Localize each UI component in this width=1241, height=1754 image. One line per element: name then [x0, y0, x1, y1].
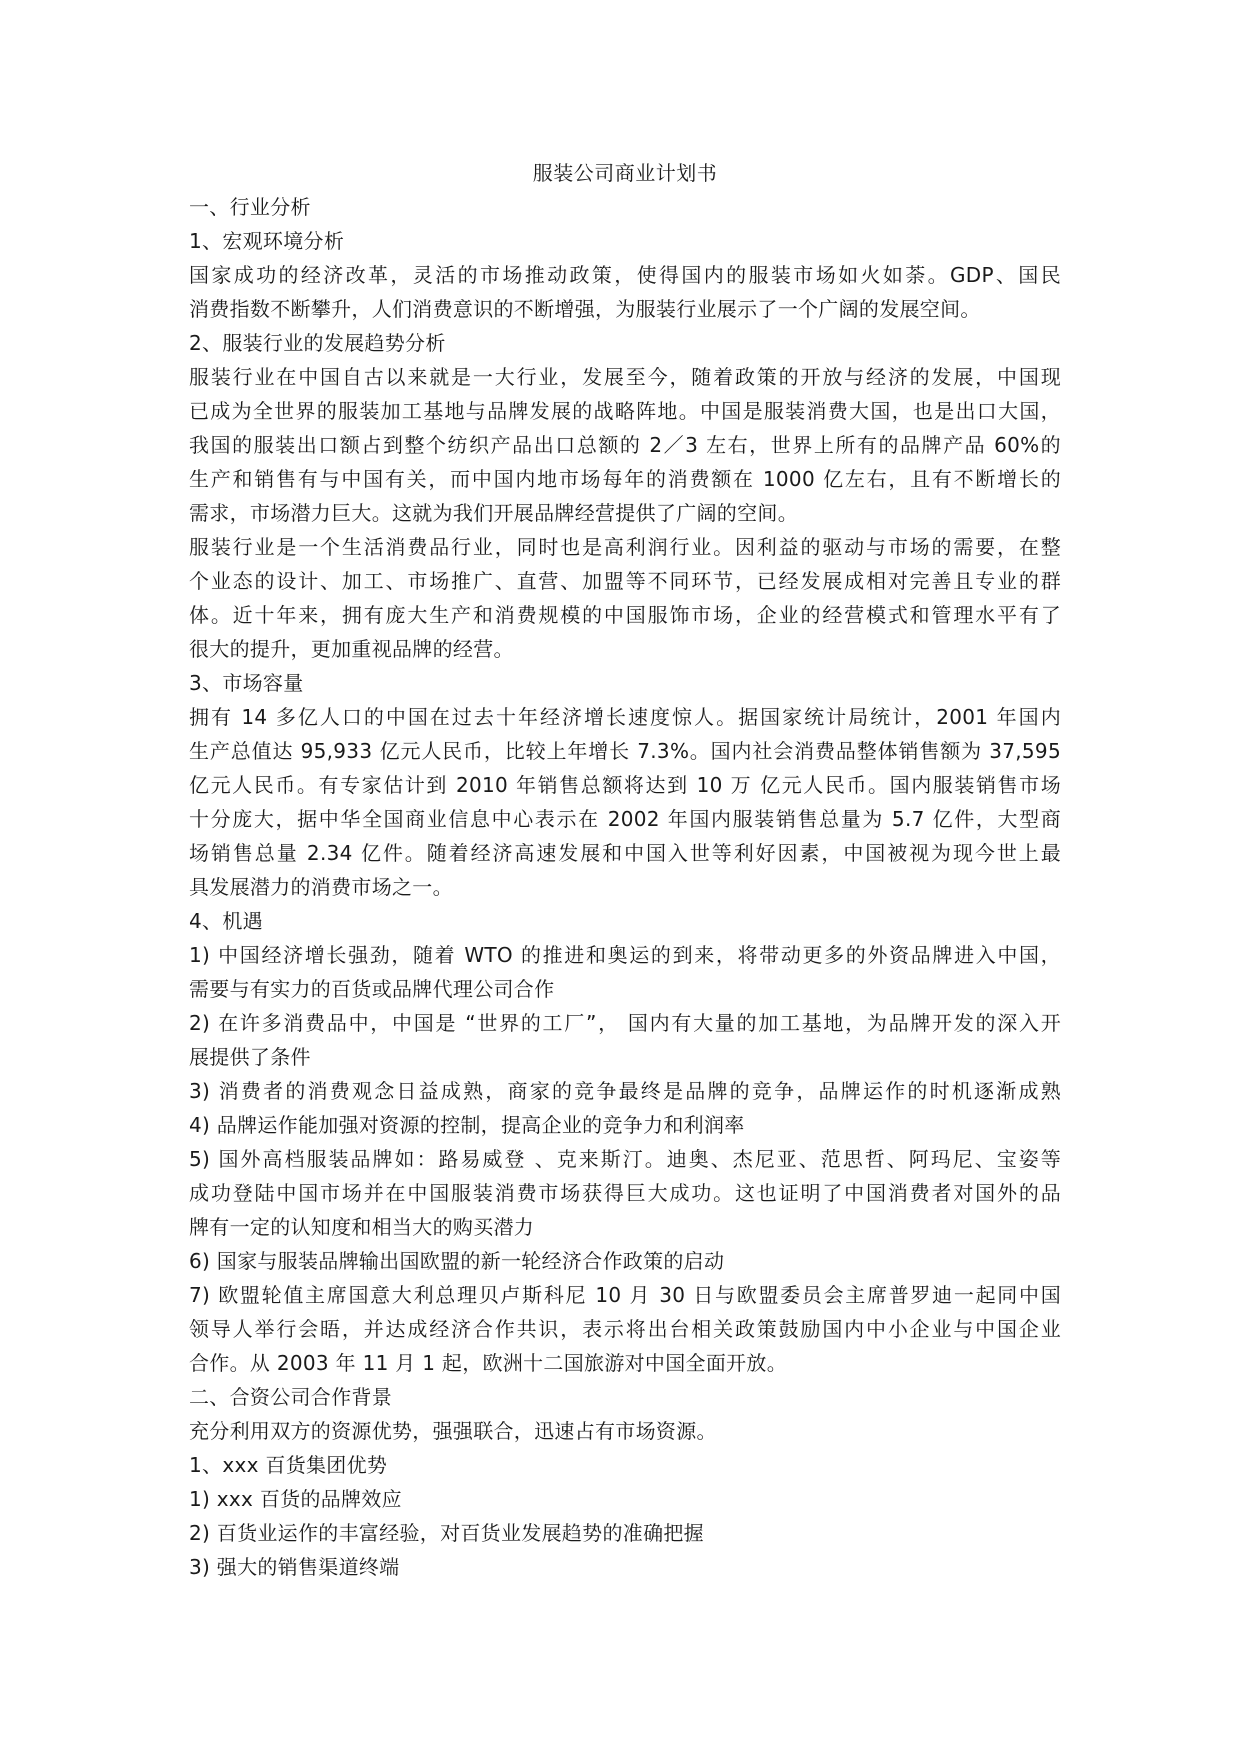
text-line: 1、宏观环境分析: [189, 229, 345, 253]
text-line: 3) 消费者的消费观念日益成熟，商家的竞争最终是品牌的竞争，品牌运作的时机逐渐成熟: [189, 1079, 1061, 1103]
document-title: 服装公司商业计划书: [532, 161, 718, 185]
text-line: 1) xxx 百货的品牌效应: [189, 1487, 402, 1511]
text-line: 2、服装行业的发展趋势分析: [189, 331, 446, 355]
text-line: 亿元人民币。有专家估计到 2010 年销售总额将达到 10 万 亿元人民币。国内服装销售市场: [189, 773, 1061, 797]
text-line: 场销售总量 2.34 亿件。随着经济高速发展和中国入世等利好因素，中国被视为现今世上最: [189, 841, 1061, 865]
text-line: 消费指数不断攀升，人们消费意识的不断增强，为服装行业展示了一个广阔的发展空间。: [189, 297, 981, 321]
text-line: 牌有一定的认知度和相当大的购买潜力: [189, 1215, 535, 1239]
text-line: 7) 欧盟轮值主席国意大利总理贝卢斯科尼 10 月 30 日与欧盟委员会主席普罗迪一起同中国: [189, 1283, 1061, 1307]
text-line: 2) 百货业运作的丰富经验，对百货业发展趋势的准确把握: [189, 1521, 704, 1545]
text-line: 具发展潜力的消费市场之一。: [189, 875, 453, 899]
text-line: 4) 品牌运作能加强对资源的控制，提高企业的竞争力和利润率: [189, 1113, 745, 1137]
text-line: 3) 强大的销售渠道终端: [189, 1555, 400, 1579]
text-line: 已成为全世界的服装加工基地与品牌发展的战略阵地。中国是服装消费大国，也是出口大国，: [189, 399, 1061, 423]
text-line: 充分利用双方的资源优势，强强联合，迅速占有市场资源。: [189, 1419, 717, 1443]
text-line: 1、xxx 百货集团优势: [189, 1453, 388, 1477]
text-line: 体。近十年来，拥有庞大生产和消费规模的中国服饰市场，企业的经营模式和管理水平有了: [189, 603, 1061, 627]
text-line: 生产和销售有与中国有关，而中国内地市场每年的消费额在 1000 亿左右，且有不断增长的: [189, 467, 1061, 491]
text-line: 成功登陆中国市场并在中国服装消费市场获得巨大成功。这也证明了中国消费者对国外的品: [189, 1181, 1061, 1205]
text-line: 4、机遇: [189, 909, 263, 933]
text-line: 很大的提升，更加重视品牌的经营。: [189, 637, 514, 661]
text-line: 1) 中国经济增长强劲，随着 WTO 的推进和奥运的到来，将带动更多的外资品牌进入中国，: [189, 943, 1061, 967]
text-line: 国家成功的经济改革，灵活的市场推动政策，使得国内的服装市场如火如荼。GDP、国民: [189, 263, 1061, 287]
text-line: 拥有 14 多亿人口的中国在过去十年经济增长速度惊人。据国家统计局统计，2001 年国内: [189, 705, 1061, 729]
text-line: 3、市场容量: [189, 671, 304, 695]
text-line: 需要与有实力的百货或品牌代理公司合作: [189, 977, 555, 1001]
text-line: 合作。从 2003 年 11 月 1 起，欧洲十二国旅游对中国全面开放。: [189, 1351, 788, 1375]
text-line: 2) 在许多消费品中，中国是 “世界的工厂”， 国内有大量的加工基地，为品牌开发的深入开: [189, 1011, 1061, 1035]
text-line: 二、合资公司合作背景: [189, 1385, 392, 1409]
text-line: 需求，市场潜力巨大。这就为我们开展品牌经营提供了广阔的空间。: [189, 501, 798, 525]
text-line: 十分庞大，据中华全国商业信息中心表示在 2002 年国内服装销售总量为 5.7 亿件，大型商: [189, 807, 1061, 831]
document-body: [189, 156, 1061, 1584]
text-line: 6) 国家与服装品牌输出国欧盟的新一轮经济合作政策的启动: [189, 1249, 725, 1273]
text-line: 生产总值达 95,933 亿元人民币，比较上年增长 7.3%。国内社会消费品整体销售额为 37,595: [189, 739, 1061, 763]
document-text: [189, 190, 1061, 1584]
text-line: 领导人举行会晤，并达成经济合作共识，表示将出台相关政策鼓励国内中小企业与中国企业: [189, 1317, 1061, 1341]
text-line: 一、行业分析: [189, 195, 311, 219]
text-line: 个业态的设计、加工、市场推广、直营、加盟等不同环节，已经发展成相对完善且专业的群: [189, 569, 1061, 593]
text-line: 我国的服装出口额占到整个纺织产品出口总额的 2／3 左右，世界上所有的品牌产品 60%的: [189, 433, 1061, 457]
text-line: 服装行业在中国自古以来就是一大行业，发展至今，随着政策的开放与经济的发展，中国现: [189, 365, 1061, 389]
text-line: 5) 国外高档服装品牌如：路易威登 、克来斯汀。迪奥、杰尼亚、范思哲、阿玛尼、宝姿等: [189, 1147, 1061, 1171]
text-line: 服装行业是一个生活消费品行业，同时也是高利润行业。因利益的驱动与市场的需要，在整: [189, 535, 1061, 559]
text-line: 展提供了条件: [189, 1045, 311, 1069]
